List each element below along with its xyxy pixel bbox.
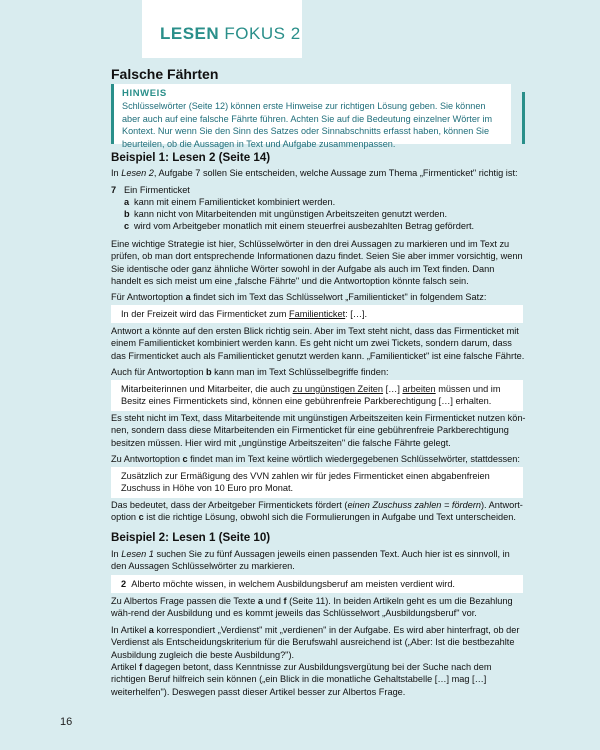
option-a: a kann mit einem Familienticket kombiniert werden. xyxy=(124,197,336,207)
option-c-intro: Zu Antwortoption c findet man im Text keine wörtlich wiedergegebenen Schlüsselwörter, stattdessen: xyxy=(111,454,520,464)
hint-accent-bar xyxy=(522,92,525,144)
task-number: 7 xyxy=(111,185,117,195)
option-c-explanation: Das bedeutet, dass der Arbeitgeber Firmentickets fördert (einen Zuschuss zahlen = fördern). Antwort-option c ist die richtige Lösung, obwohl sich die Formulierungen in Aufgabe und Text unterscheiden. xyxy=(111,500,523,523)
page-header xyxy=(0,0,600,60)
hint-text: Schlüsselwörter (Seite 12) können erste Hinweise zur richtigen Lösung geben. Sie können aber auch auf eine falsche Fährte führen. Achten Sie auf die Bedeutung einzelner Wörter im Kontext. Nur wenn Sie den Sinn des Satzes oder Sinnabschnitts erfasst haben, können Sie beurteilen, ob die Aussagen in Text und Aufgabe zusammenpassen. xyxy=(122,101,493,149)
example2-paragraph-3: Artikel f dagegen betont, dass Kenntnisse zur Ausbildungsvergütung bei der Suche nach dem richtigen Beruf hilfreich sein können („ein Blick in die monatliche Gehaltstabelle […] mag […] weiterhelfen"). Deswegen passt dieser Artikel besser zur Albertos Frage. xyxy=(111,662,492,697)
option-a-intro: Für Antwortoption a findet sich im Text das Schlüsselwort „Familienticket" in folgendem Satz: xyxy=(111,292,487,302)
option-b: b kann nicht von Mitarbeitenden mit ungünstigen Arbeitszeiten genutzt werden. xyxy=(124,209,448,219)
example1-intro: In Lesen 2, Aufgabe 7 sollen Sie entscheiden, welche Aussage zum Thema „Firmenticket" richtig ist: xyxy=(111,168,518,178)
chapter-title: LESEN FOKUS 2 xyxy=(160,24,301,43)
quote-c: Zusätzlich zur Ermäßigung des VVN zahlen wir für jedes Firmenticket einen abgabenfreien Zuschuss in Höhe von 10 Euro pro Monat. xyxy=(111,467,523,498)
option-b-explanation: Es steht nicht im Text, dass Mitarbeitende mit ungünstigen Arbeitszeiten kein Firmenticket nutzen kön-nen, sondern dass diese Mitarbeitenden ein Firmenticket für eine gebührenfreie Parkberechtigung besitzen müssen. Hier wird mit „ungünstige Arbeitszeiten" die falsche Fährte gelegt. xyxy=(111,413,526,448)
hint-box xyxy=(111,84,511,149)
example2-paragraph-1: Zu Albertos Frage passen die Texte a und f (Seite 11). In beiden Artikeln geht es um die Bezahlung wäh-rend der Ausbildung und es kommt jeweils das Schlüsselwort „Ausbildungsberuf" vor. xyxy=(111,596,513,619)
example2-title: Beispiel 2: Lesen 1 (Seite 10) xyxy=(111,531,271,544)
example2-intro: In Lesen 1 suchen Sie zu fünf Aussagen jeweils einen passenden Text. Auch hier ist es sinnvoll, in den Aussagen Schlüsselwörter zu markieren. xyxy=(111,549,510,572)
section-title: Falsche Fährten xyxy=(111,66,219,82)
hint-label: HINWEIS xyxy=(122,88,167,99)
page-number: 16 xyxy=(60,716,73,728)
option-c: c wird vom Arbeitgeber monatlich mit einem steuerfrei ausbezahlten Betrag gefördert. xyxy=(124,221,475,231)
option-b-intro: Auch für Antwortoption b kann man im Text Schlüsselbegriffe finden: xyxy=(111,367,389,377)
option-a-explanation: Antwort a könnte auf den ersten Blick richtig sein. Aber im Text steht nicht, dass das Firmenticket mit einem Familienticket kombiniert werden kann. Es geht nicht um zwei Tickets, sondern darum, dass das Firmenticket auch als Familienticket genutzt werden kann. „Familienticket" ist eine falsche Fährte. xyxy=(111,326,525,361)
example1-title: Beispiel 1: Lesen 2 (Seite 14) xyxy=(111,151,271,164)
example2-paragraph-2: In Artikel a korrespondiert „Verdienst" mit „verdienen" in der Aufgabe. Es wird aber hinterfragt, ob der Verdienst als Entscheidungskriterium für die Berufswahl ausreichend ist („Aber: Ist die bestbezahlte Ausbildung zugleich die beste Ausbildung?"). xyxy=(111,625,520,660)
quote-a: In der Freizeit wird das Firmenticket zum Familienticket: […]. xyxy=(111,305,523,323)
task-title: Ein Firmenticket xyxy=(124,185,190,195)
quote-b: Mitarbeiterinnen und Mitarbeiter, die auch zu ungünstigen Zeiten […] arbeiten müssen und im Besitz eines Firmentickets sind, können eine gebührenfreie Parkberechtigung […] erhalten. xyxy=(111,380,523,411)
quote-statement-2: 2 Alberto möchte wissen, in welchem Ausbildungsberuf am meisten verdient wird. xyxy=(111,575,523,593)
content xyxy=(111,60,527,750)
strategy-paragraph: Eine wichtige Strategie ist hier, Schlüsselwörter in den drei Aussagen zu markieren und im Text zu prüfen, ob man dort entsprechende Informationen dazu findet. Seien Sie aber immer vorsichtig, wenn Sie identische oder ganz ähnliche Wörter sowohl in der Aufgabe als auch im Text finden. Dann handelt es sich meist um eine „falsche Fährte" und die Antwortoption könnte falsch sein. xyxy=(111,239,523,286)
